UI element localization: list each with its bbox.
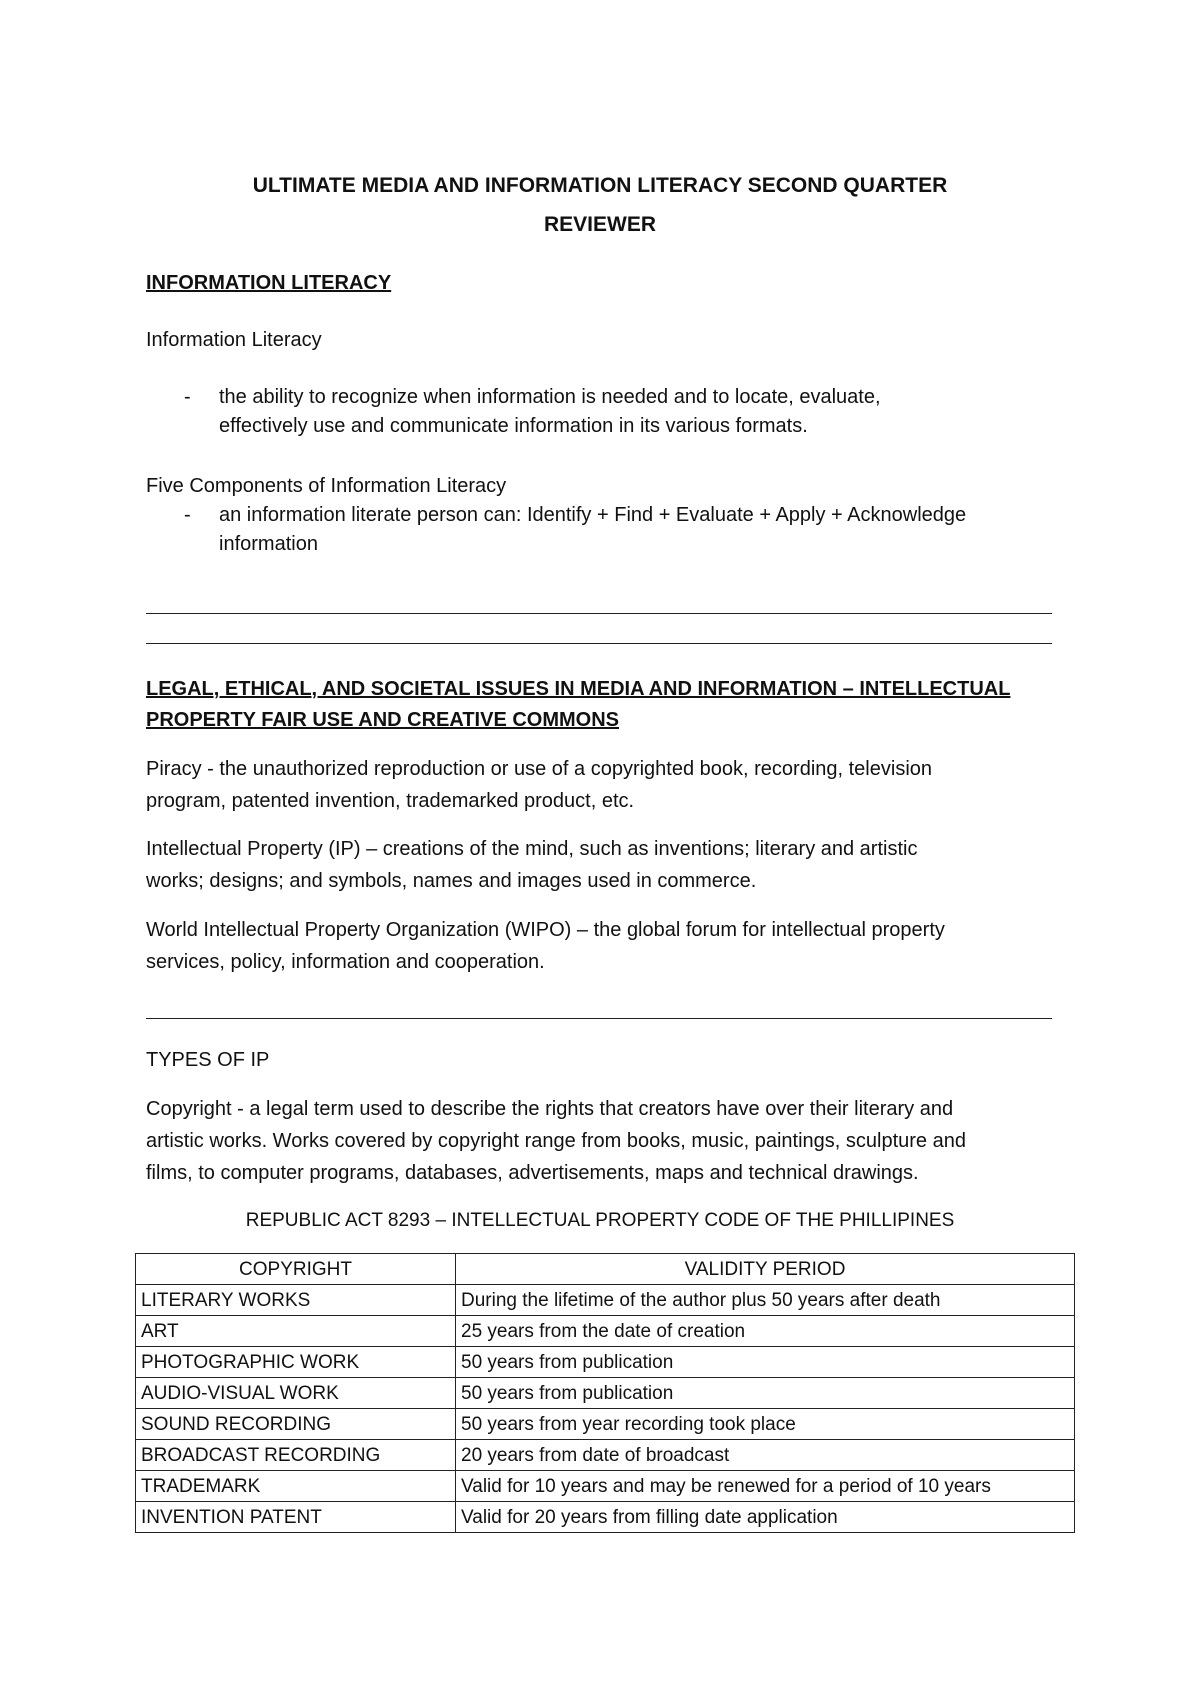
- table-header-cell: COPYRIGHT: [136, 1254, 456, 1285]
- table-cell: BROADCAST RECORDING: [136, 1440, 456, 1471]
- table-cell: ART: [136, 1316, 456, 1347]
- separator-line: [146, 643, 1052, 644]
- document-title-line1: ULTIMATE MEDIA AND INFORMATION LITERACY SECOND QUARTER: [252, 174, 948, 197]
- table-cell: SOUND RECORDING: [136, 1409, 456, 1440]
- table-row: [136, 1285, 1075, 1316]
- table-cell: LITERARY WORKS: [136, 1285, 456, 1316]
- table-cell: 50 years from year recording took place: [456, 1409, 1075, 1440]
- definition-line: the ability to recognize when information is needed and to locate, evaluate,: [219, 386, 881, 408]
- ip-validity-table: [135, 1253, 1075, 1533]
- section-heading-information-literacy: INFORMATION LITERACY: [146, 272, 392, 294]
- copyright-definition-cont: films, to computer programs, databases, advertisements, maps and technical drawings.: [146, 1162, 919, 1184]
- definition-line: information: [219, 533, 318, 555]
- piracy-definition: Piracy - the unauthorized reproduction or use of a copyrighted book, recording, television: [146, 758, 933, 780]
- separator-line: [146, 613, 1052, 614]
- table-header-cell: VALIDITY PERIOD: [456, 1254, 1075, 1285]
- ip-definition: Intellectual Property (IP) – creations of the mind, such as inventions; literary and artistic: [146, 838, 918, 860]
- piracy-definition-cont: program, patented invention, trademarked product, etc.: [146, 790, 635, 812]
- table-cell: Valid for 20 years from filling date application: [456, 1502, 1075, 1533]
- document-title-line2: REVIEWER: [543, 213, 656, 236]
- section-heading-legal-ethical-cont: PROPERTY FAIR USE AND CREATIVE COMMONS: [146, 709, 620, 731]
- section-heading-types-of-ip: TYPES OF IP: [146, 1049, 270, 1071]
- table-header-row: [136, 1254, 1075, 1285]
- table-row: [136, 1347, 1075, 1378]
- wipo-definition: World Intellectual Property Organization (WIPO) – the global forum for intellectual property: [146, 919, 945, 941]
- section-heading-legal-ethical: LEGAL, ETHICAL, AND SOCIETAL ISSUES IN MEDIA AND INFORMATION – INTELLECTUAL: [146, 678, 1011, 700]
- table-cell: 20 years from date of broadcast: [456, 1440, 1075, 1471]
- table-cell: 50 years from publication: [456, 1347, 1075, 1378]
- term-five-components: Five Components of Information Literacy: [146, 475, 507, 497]
- table-caption: REPUBLIC ACT 8293 – INTELLECTUAL PROPERTY CODE OF THE PHILLIPINES: [245, 1210, 955, 1231]
- ip-definition-cont: works; designs; and symbols, names and images used in commerce.: [146, 870, 757, 892]
- term-information-literacy: Information Literacy: [146, 329, 322, 351]
- table-row: [136, 1440, 1075, 1471]
- copyright-definition: Copyright - a legal term used to describe the rights that creators have over their literary and: [146, 1098, 954, 1120]
- table-cell: PHOTOGRAPHIC WORK: [136, 1347, 456, 1378]
- table-row: [136, 1471, 1075, 1502]
- table-row: [136, 1409, 1075, 1440]
- definition-line: effectively use and communicate information in its various formats.: [219, 415, 808, 437]
- table-cell: Valid for 10 years and may be renewed for a period of 10 years: [456, 1471, 1075, 1502]
- wipo-definition-cont: services, policy, information and cooperation.: [146, 951, 545, 973]
- table-cell: 50 years from publication: [456, 1378, 1075, 1409]
- table-row: [136, 1316, 1075, 1347]
- separator-line: [146, 1018, 1052, 1019]
- table-row: [136, 1378, 1075, 1409]
- copyright-definition-cont: artistic works. Works covered by copyright range from books, music, paintings, sculpture and: [146, 1130, 966, 1152]
- definition-line: an information literate person can: Identify + Find + Evaluate + Apply + Acknowledge: [219, 504, 967, 526]
- table-row: [136, 1502, 1075, 1533]
- table-cell: TRADEMARK: [136, 1471, 456, 1502]
- table-cell: AUDIO-VISUAL WORK: [136, 1378, 456, 1409]
- bullet-dash: -: [184, 504, 191, 526]
- table-cell: INVENTION PATENT: [136, 1502, 456, 1533]
- table-cell: During the lifetime of the author plus 50 years after death: [456, 1285, 1075, 1316]
- bullet-dash: -: [184, 386, 191, 408]
- table-cell: 25 years from the date of creation: [456, 1316, 1075, 1347]
